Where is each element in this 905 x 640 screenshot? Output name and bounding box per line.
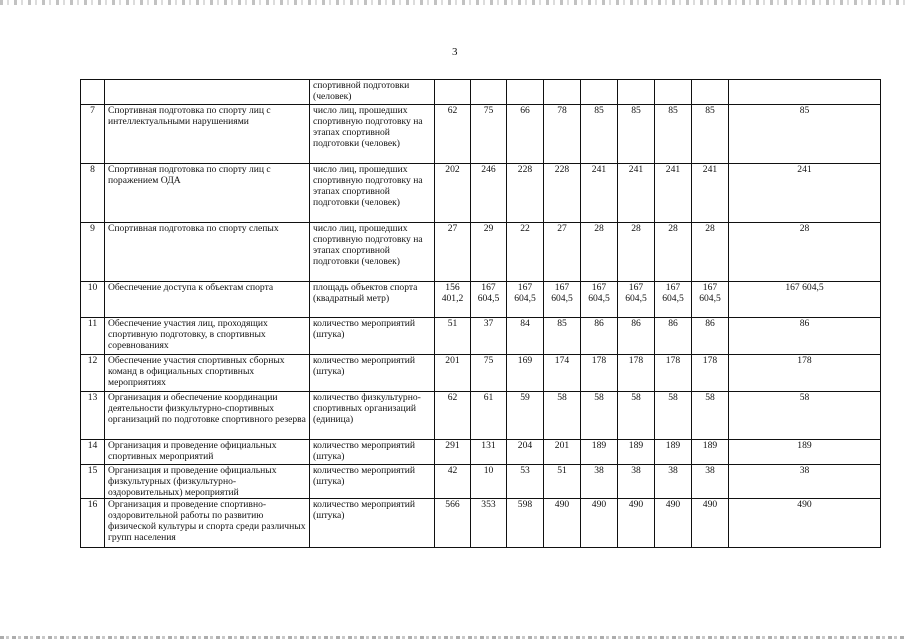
cell-num: 9 xyxy=(81,223,105,282)
cell-name: Обеспечение участия лиц, проходящих спортивную подготовку, в спортивных соревнованиях xyxy=(105,318,310,355)
cell-name: Обеспечение доступа к объектам спорта xyxy=(105,282,310,318)
cell-indicator: количество мероприятий (штука) xyxy=(310,499,435,548)
cell-value: 241 xyxy=(692,164,729,223)
table-row xyxy=(81,318,881,355)
cell-value: 27 xyxy=(544,223,581,282)
cell-indicator: количество мероприятий (штука) xyxy=(310,440,435,465)
cell-value: 167 604,5 xyxy=(618,282,655,318)
cell-value: 85 xyxy=(581,105,618,164)
cell-value: 178 xyxy=(692,355,729,392)
cell-value: 246 xyxy=(471,164,507,223)
cell-value: 204 xyxy=(507,440,544,465)
cell-value xyxy=(544,80,581,105)
table-row xyxy=(81,223,881,282)
cell-value xyxy=(655,80,692,105)
cell-total: 85 xyxy=(729,105,881,164)
cell-value: 228 xyxy=(544,164,581,223)
cell-value xyxy=(435,80,471,105)
cell-value: 490 xyxy=(655,499,692,548)
cell-total: 178 xyxy=(729,355,881,392)
cell-value: 58 xyxy=(655,392,692,440)
cell-value: 131 xyxy=(471,440,507,465)
cell-value: 201 xyxy=(435,355,471,392)
cell-value: 85 xyxy=(655,105,692,164)
cell-value: 22 xyxy=(507,223,544,282)
cell-total: 490 xyxy=(729,499,881,548)
cell-name: Спортивная подготовка по спорту слепых xyxy=(105,223,310,282)
cell-value: 28 xyxy=(618,223,655,282)
cell-indicator: число лиц, прошедших спортивную подготовку на этапах спортивной подготовки (человек) xyxy=(310,105,435,164)
cell-value: 61 xyxy=(471,392,507,440)
cell-value: 189 xyxy=(581,440,618,465)
cell-value xyxy=(618,80,655,105)
cell-value: 85 xyxy=(544,318,581,355)
cell-value: 178 xyxy=(618,355,655,392)
cell-total: 86 xyxy=(729,318,881,355)
cell-value: 58 xyxy=(544,392,581,440)
cell-total: 38 xyxy=(729,465,881,499)
table-row xyxy=(81,282,881,318)
cell-value: 38 xyxy=(692,465,729,499)
page-number: 3 xyxy=(452,46,458,58)
cell-value: 59 xyxy=(507,392,544,440)
cell-value: 490 xyxy=(581,499,618,548)
cell-value: 169 xyxy=(507,355,544,392)
cell-num: 11 xyxy=(81,318,105,355)
cell-value: 28 xyxy=(692,223,729,282)
cell-value: 189 xyxy=(618,440,655,465)
cell-value: 189 xyxy=(692,440,729,465)
cell-name: Обеспечение участия спортивных сборных команд в официальных спортивных мероприятиях xyxy=(105,355,310,392)
cell-total: 167 604,5 xyxy=(729,282,881,318)
cell-name: Организация и проведение официальных физкультурных (физкультурно-оздоровительных) мероприятий xyxy=(105,465,310,499)
cell-total: 28 xyxy=(729,223,881,282)
cell-indicator: число лиц, прошедших спортивную подготовку на этапах спортивной подготовки (человек) xyxy=(310,164,435,223)
cell-value: 86 xyxy=(581,318,618,355)
cell-value: 75 xyxy=(471,355,507,392)
cell-value: 167 604,5 xyxy=(471,282,507,318)
cell-value: 167 604,5 xyxy=(581,282,618,318)
cell-value: 53 xyxy=(507,465,544,499)
cell-total xyxy=(729,80,881,105)
cell-value: 85 xyxy=(692,105,729,164)
table-row xyxy=(81,440,881,465)
cell-total: 189 xyxy=(729,440,881,465)
table-row xyxy=(81,164,881,223)
cell-value: 38 xyxy=(581,465,618,499)
table-body xyxy=(81,80,881,548)
cell-value xyxy=(581,80,618,105)
cell-value: 598 xyxy=(507,499,544,548)
cell-value: 62 xyxy=(435,392,471,440)
cell-value: 28 xyxy=(655,223,692,282)
cell-value: 228 xyxy=(507,164,544,223)
table-row xyxy=(81,105,881,164)
indicators-table xyxy=(80,79,881,548)
cell-value: 51 xyxy=(544,465,581,499)
cell-name xyxy=(105,80,310,105)
cell-total: 241 xyxy=(729,164,881,223)
cell-indicator: количество мероприятий (штука) xyxy=(310,355,435,392)
cell-value: 178 xyxy=(581,355,618,392)
cell-name: Организация и проведение спортивно-оздоровительной работы по развитию физической культуры и спорта среди различных групп населения xyxy=(105,499,310,548)
cell-num: 7 xyxy=(81,105,105,164)
cell-value: 167 604,5 xyxy=(544,282,581,318)
cell-value: 174 xyxy=(544,355,581,392)
cell-indicator: количество мероприятий (штука) xyxy=(310,465,435,499)
cell-value: 75 xyxy=(471,105,507,164)
cell-value: 37 xyxy=(471,318,507,355)
cell-name: Спортивная подготовка по спорту лиц с поражением ОДА xyxy=(105,164,310,223)
cell-value: 78 xyxy=(544,105,581,164)
cell-num: 8 xyxy=(81,164,105,223)
cell-value: 490 xyxy=(618,499,655,548)
cell-value: 167 604,5 xyxy=(692,282,729,318)
cell-name: Организация и обеспечение координации деятельности физкультурно-спортивных организаций по подготовке спортивного резерва xyxy=(105,392,310,440)
cell-num: 13 xyxy=(81,392,105,440)
cell-value: 38 xyxy=(618,465,655,499)
cell-value: 84 xyxy=(507,318,544,355)
cell-num: 12 xyxy=(81,355,105,392)
cell-indicator: спортивной подготовки (человек) xyxy=(310,80,435,105)
cell-value: 241 xyxy=(618,164,655,223)
cell-value: 201 xyxy=(544,440,581,465)
cell-name: Спортивная подготовка по спорту лиц с интеллектуальными нарушениями xyxy=(105,105,310,164)
cell-value: 86 xyxy=(618,318,655,355)
cell-value: 156 401,2 xyxy=(435,282,471,318)
cell-value: 62 xyxy=(435,105,471,164)
cell-value: 85 xyxy=(618,105,655,164)
cell-indicator: количество мероприятий (штука) xyxy=(310,318,435,355)
cell-value: 86 xyxy=(655,318,692,355)
cell-num: 16 xyxy=(81,499,105,548)
cell-name: Организация и проведение официальных спортивных мероприятий xyxy=(105,440,310,465)
table-row-continuation xyxy=(81,80,881,105)
table-row xyxy=(81,499,881,548)
scan-artifact-top xyxy=(0,0,905,5)
cell-value: 189 xyxy=(655,440,692,465)
cell-value: 490 xyxy=(544,499,581,548)
cell-value: 291 xyxy=(435,440,471,465)
cell-value: 490 xyxy=(692,499,729,548)
cell-value: 10 xyxy=(471,465,507,499)
cell-value: 178 xyxy=(655,355,692,392)
cell-value: 58 xyxy=(692,392,729,440)
cell-value: 566 xyxy=(435,499,471,548)
cell-value: 66 xyxy=(507,105,544,164)
cell-num xyxy=(81,80,105,105)
cell-value xyxy=(692,80,729,105)
table-row xyxy=(81,355,881,392)
cell-num: 15 xyxy=(81,465,105,499)
cell-num: 14 xyxy=(81,440,105,465)
cell-value: 86 xyxy=(692,318,729,355)
cell-value: 167 604,5 xyxy=(507,282,544,318)
cell-value: 202 xyxy=(435,164,471,223)
cell-value xyxy=(471,80,507,105)
cell-value: 42 xyxy=(435,465,471,499)
cell-num: 10 xyxy=(81,282,105,318)
cell-indicator: количество физкультурно-спортивных организаций (единица) xyxy=(310,392,435,440)
cell-value: 28 xyxy=(581,223,618,282)
cell-value: 241 xyxy=(581,164,618,223)
scan-artifact-bottom xyxy=(0,636,905,639)
cell-value: 241 xyxy=(655,164,692,223)
cell-indicator: число лиц, прошедших спортивную подготовку на этапах спортивной подготовки (человек) xyxy=(310,223,435,282)
table-row xyxy=(81,465,881,499)
cell-value: 353 xyxy=(471,499,507,548)
cell-value xyxy=(507,80,544,105)
cell-value: 38 xyxy=(655,465,692,499)
cell-value: 167 604,5 xyxy=(655,282,692,318)
cell-total: 58 xyxy=(729,392,881,440)
table-row xyxy=(81,392,881,440)
cell-value: 51 xyxy=(435,318,471,355)
cell-value: 58 xyxy=(581,392,618,440)
cell-value: 29 xyxy=(471,223,507,282)
cell-value: 58 xyxy=(618,392,655,440)
cell-indicator: площадь объектов спорта (квадратный метр) xyxy=(310,282,435,318)
cell-value: 27 xyxy=(435,223,471,282)
